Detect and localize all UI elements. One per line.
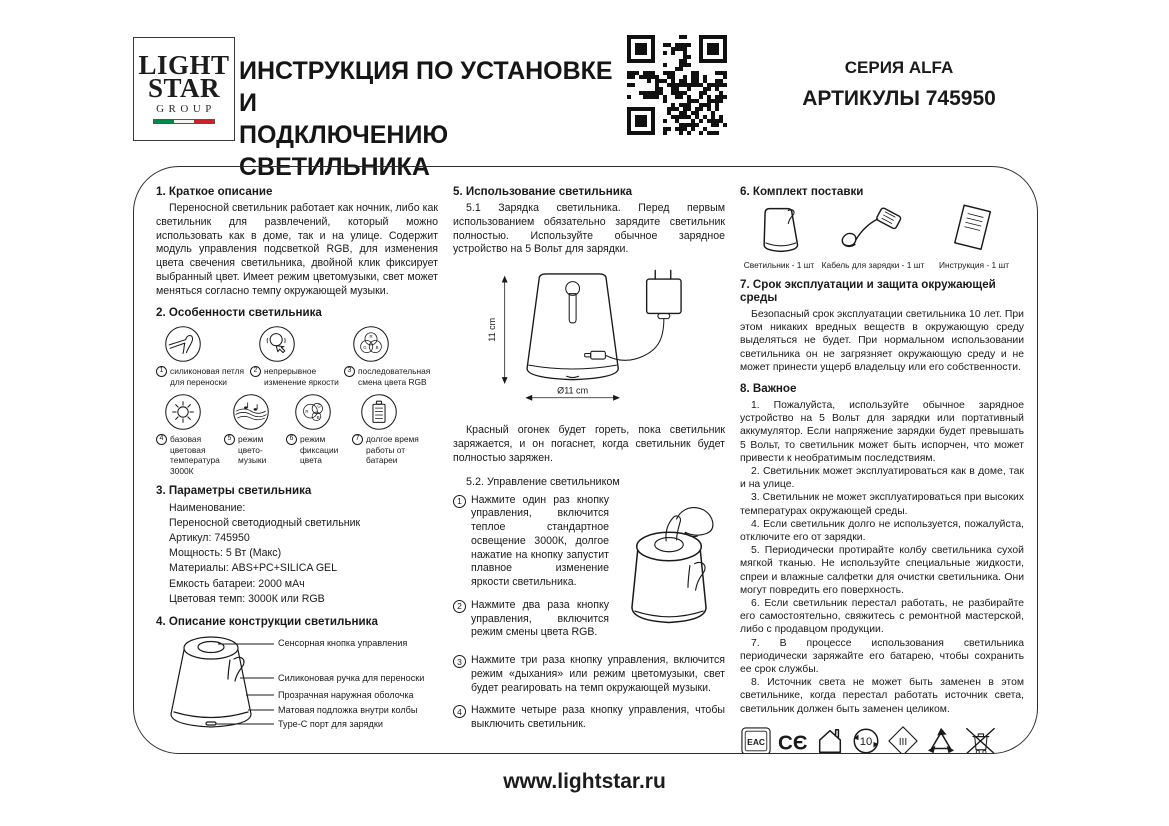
column-1 bbox=[156, 185, 438, 741]
page-title-line1: ИНСТРУКЦИЯ ПО УСТАНОВКЕ И bbox=[239, 57, 613, 117]
series-name: СЕРИЯ ALFA bbox=[844, 58, 954, 77]
section-important bbox=[740, 382, 1024, 716]
important-item: 6. Если светильник перестал работать, не разбирайте его самостоятельно, свяжитесь с ремонтной мастерской, либо с продавцом продукции. bbox=[740, 598, 1024, 636]
construction-label: Силиконовая ручка для переноски bbox=[278, 672, 425, 683]
music-notes-icon bbox=[232, 393, 270, 431]
diameter-dimension-label: Ø11 cm bbox=[557, 385, 589, 396]
section-title: 3. Параметры светильника bbox=[156, 484, 312, 498]
feature-number: 6 bbox=[286, 434, 297, 445]
charging-cable-icon bbox=[835, 204, 911, 256]
step-text: Нажмите три раза кнопку управления, включится режим «дыхания» или режим цветомузыки, свет будет реагировать на темп окружающей музыки. bbox=[471, 654, 725, 694]
construction-label: Type-C порт для зарядки bbox=[278, 718, 383, 729]
step-number: 2 bbox=[453, 600, 466, 613]
package-item bbox=[928, 202, 1020, 270]
important-item: 8. Источник света не может быть заменен в этом светильнике, когда перестал работать источник света, светильник должен быть заменен целиком. bbox=[740, 677, 1024, 715]
control-subsection-title: 5.2. Управление светильником bbox=[466, 475, 620, 488]
series-block bbox=[758, 58, 1040, 111]
class-iii-mark-icon bbox=[886, 725, 920, 754]
lightstar-logo bbox=[133, 37, 235, 141]
param-line: Цветовая темп: 3000К или RGB bbox=[169, 592, 325, 605]
column-3 bbox=[740, 185, 1024, 754]
step-text: Нажмите четыре раза кнопку управления, чтобы выключить светильник. bbox=[471, 704, 725, 731]
svg-text:R: R bbox=[369, 334, 373, 340]
feature-item bbox=[344, 325, 438, 387]
feature-label: режим фиксации цвета bbox=[300, 434, 339, 466]
section-parameters bbox=[156, 484, 438, 606]
feature-number: 7 bbox=[352, 434, 363, 445]
step-text: Нажмите два раза кнопку управления, включится режим смены цвета RGB. bbox=[471, 598, 609, 639]
section-title: 1. Краткое описание bbox=[156, 185, 273, 198]
package-items bbox=[740, 202, 1024, 270]
step-number: 4 bbox=[453, 705, 466, 718]
important-item: 1. Пожалуйста, используйте обычное зарядное устройство на 5 Вольт для зарядки или портативный аккумулятор. Если напряжение зарядки будет превышать 5 Вольт, то светильник может быть испорчен, что может привести к необратимым последствиям. bbox=[740, 400, 1024, 464]
feature-item bbox=[156, 393, 224, 476]
step-number: 3 bbox=[453, 655, 466, 668]
logo-text-group: GROUP bbox=[156, 102, 216, 115]
important-item: 2. Светильник может эксплуатироваться как в доме, так и на улице. bbox=[740, 466, 1024, 491]
construction-diagram bbox=[156, 632, 438, 742]
circulation-10-years-mark-icon bbox=[850, 726, 882, 754]
charging-note: Красный огонек будет гореть, пока светильник заряжается, и он погаснет, когда светильник будет полностью заряжен. bbox=[453, 424, 725, 464]
feature-item bbox=[286, 393, 352, 476]
param-line: Артикул: 745950 bbox=[169, 532, 250, 545]
eac-mark-icon bbox=[740, 726, 772, 754]
important-item: 5. Периодически протирайте колбу светильника сухой мягкой тканью. Не используйте специальные жидкости, спреи и влажные салфетки для очистки светильника. Они могут повредить его поверхность. bbox=[740, 545, 1024, 596]
section-construction bbox=[156, 615, 438, 742]
construction-label: Сенсорная кнопка управления bbox=[278, 637, 408, 648]
svg-text:III: III bbox=[898, 736, 908, 748]
param-line: Наименование: bbox=[169, 502, 246, 515]
svg-text:R: R bbox=[305, 409, 309, 415]
package-item-label: Инструкция - 1 шт bbox=[938, 260, 1010, 270]
features-row-1 bbox=[156, 325, 438, 387]
section-title: 2. Особенности светильника bbox=[156, 306, 322, 320]
qr-code-icon bbox=[627, 35, 727, 135]
silicone-loop-icon bbox=[164, 325, 202, 363]
section-package bbox=[740, 185, 1024, 270]
svg-text:B: B bbox=[375, 345, 379, 351]
section-short-description bbox=[156, 185, 438, 298]
control-step bbox=[453, 704, 725, 732]
package-item bbox=[818, 204, 928, 270]
feature-number: 3 bbox=[344, 366, 355, 377]
construction-label: Прозрачная наружная оболочка bbox=[278, 689, 414, 700]
feature-number: 5 bbox=[224, 434, 235, 445]
svg-text:ЕАС: ЕАС bbox=[747, 736, 765, 747]
feature-item bbox=[352, 393, 432, 476]
feature-label: режим цвето-музыки bbox=[238, 434, 267, 466]
logo-text-star: STAR bbox=[147, 72, 221, 103]
page-title bbox=[239, 55, 629, 183]
feature-item bbox=[250, 325, 344, 387]
content-panel bbox=[133, 166, 1038, 754]
feature-label: долгое время работы от батареи bbox=[366, 434, 419, 466]
important-item: 4. Если светильник долго не используется, пожалуйста, отключите его от зарядки. bbox=[740, 518, 1024, 544]
step-number: 1 bbox=[453, 495, 466, 508]
package-item bbox=[740, 204, 818, 270]
italy-flag-stripe-icon bbox=[153, 119, 215, 124]
important-item: 7. В процессе использования светильника периодически заряжайте его батарею, чтобы сохранить ее срок службы. bbox=[740, 637, 1024, 676]
logo-text-light: LIGHT bbox=[138, 50, 230, 81]
feature-label: базовая цветовая температура 3000К bbox=[170, 434, 220, 476]
section-title: 4. Описание конструкции светильника bbox=[156, 614, 378, 628]
column-2 bbox=[453, 185, 725, 741]
ce-mark-icon bbox=[776, 726, 810, 754]
package-item-label: Кабель для зарядки - 1 шт bbox=[821, 260, 925, 270]
sun-icon bbox=[164, 393, 202, 431]
height-dimension-label: 11 cm bbox=[487, 317, 498, 342]
param-line: Материалы: ABS+PC+SILICA GEL bbox=[169, 562, 338, 575]
svg-text:CЄ: CЄ bbox=[778, 731, 808, 754]
charging-paragraph: 5.1 Зарядка светильника. Перед первым использованием обязательно зарядите светильник полностью. Используйте обычное зарядное устройство на 5 Вольт для зарядки. bbox=[453, 202, 725, 256]
param-line: Емкость батареи: 2000 мАч bbox=[169, 577, 305, 590]
param-line: Мощность: 5 Вт (Макс) bbox=[169, 547, 282, 560]
feature-label: последовательная смена цвета RGB bbox=[358, 366, 431, 387]
section-title: 5. Использование светильника bbox=[453, 185, 633, 198]
page-title-line2: ПОДКЛЮЧЕНИЮ СВЕТИЛЬНИКА bbox=[239, 121, 449, 181]
rgb-circles-icon bbox=[352, 325, 390, 363]
svg-text:B: B bbox=[316, 415, 320, 421]
svg-text:G: G bbox=[317, 404, 321, 410]
battery-icon bbox=[360, 393, 398, 431]
press-button-icon bbox=[258, 325, 296, 363]
svg-text:10: 10 bbox=[859, 736, 873, 749]
control-steps bbox=[453, 494, 725, 741]
color-fix-icon bbox=[294, 393, 332, 431]
feature-number: 4 bbox=[156, 434, 167, 445]
feature-number: 2 bbox=[250, 366, 261, 377]
feature-label: силиконовая петля для переноски bbox=[170, 366, 244, 387]
recycle-mark-icon bbox=[924, 726, 958, 754]
important-item: 3. Светильник не может эксплуатироваться при высоких температурах окружающей среды. bbox=[740, 492, 1024, 517]
features-row-2 bbox=[156, 393, 438, 476]
section-body: Безопасный срок эксплуатации светильника 10 лет. При этом никаких вредных веществ в окружающую среду выделяться не будет. При нормальном использовании светильника он не загрязняет окружающую среду и не может принести ущерб владельцу или его собственности. bbox=[740, 309, 1024, 373]
construction-label: Матовая подложка внутри колбы bbox=[278, 704, 418, 715]
svg-text:G: G bbox=[363, 345, 367, 351]
control-step bbox=[453, 654, 725, 695]
step-text: Нажмите один раз кнопку управления, включится теплое стандартное освещение 3000К, долгое нажатие на кнопку запустит плавное изменение яркости светильника. bbox=[471, 493, 609, 589]
lamp-icon bbox=[750, 204, 808, 256]
indoor-use-mark-icon bbox=[814, 726, 846, 754]
charging-diagram-icon bbox=[453, 267, 725, 420]
section-title: 8. Важное bbox=[740, 382, 797, 396]
section-title: 6. Комплект поставки bbox=[740, 185, 864, 198]
feature-item bbox=[156, 325, 250, 387]
section-body: Переносной светильник работает как ночник, либо как светильник для развлечений, который можно использовать как в доме, так и на улице. Содержит модуль управления подсветкой RGB, для изменения цвета свечения светильника, двойной клик фиксирует выбранный цвет. Имеет режим цветомузыки, свет может меняться согласно темпу окружающей музыки. bbox=[156, 202, 438, 297]
certification-marks bbox=[740, 725, 1024, 754]
feature-label: непрерывное изменение яркости bbox=[264, 366, 339, 387]
website-url: www.lightstar.ru bbox=[503, 770, 666, 793]
section-lifetime bbox=[740, 278, 1024, 374]
feature-item bbox=[224, 393, 286, 476]
param-line: Переносной светодиодный светильник bbox=[169, 517, 361, 530]
feature-number: 1 bbox=[156, 366, 167, 377]
hand-press-lamp-icon bbox=[613, 494, 725, 656]
do-not-dispose-mark-icon bbox=[962, 726, 998, 754]
section-usage bbox=[453, 185, 725, 257]
manual-icon bbox=[948, 202, 1000, 256]
article-number: АРТИКУЛЫ 745950 bbox=[802, 87, 996, 110]
section-features bbox=[156, 306, 438, 476]
package-item-label: Светильник - 1 шт bbox=[743, 260, 815, 270]
section-title: 7. Срок эксплуатации и защита окружающей среды bbox=[740, 278, 996, 304]
